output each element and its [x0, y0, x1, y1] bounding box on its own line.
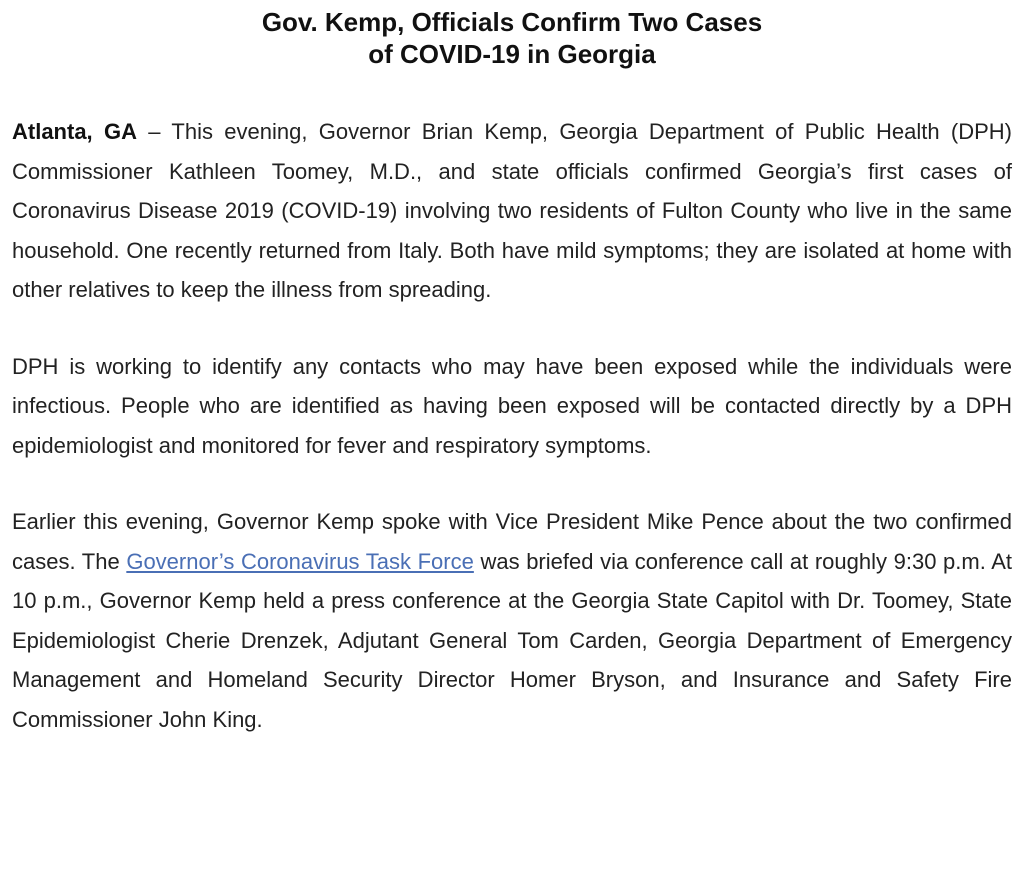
- paragraph-1: [12, 112, 1012, 310]
- paragraph-3-text-after-link: was briefed via conference call at roughly 9:30 p.m. At 10 p.m., Governor Kemp held a press conference at the Georgia State Capitol with Dr. Toomey, State Epidemiologist Cherie Drenzek, Adjutant General Tom Carden, Georgia Department of Emergency Management and Homeland Security Director Homer Bryson, and Insurance and Safety Fire Commissioner John King.: [12, 548, 1013, 732]
- page-title: [12, 6, 1012, 70]
- title-line-2: of COVID-19 in Georgia: [368, 39, 656, 69]
- title-line-1: Gov. Kemp, Officials Confirm Two Cases: [261, 7, 763, 37]
- task-force-link[interactable]: Governor’s Coronavirus Task Force: [126, 548, 474, 574]
- paragraph-3: [12, 502, 1012, 739]
- press-release: [0, 6, 1024, 739]
- paragraph-3-text-before-link: Earlier this evening, Governor Kemp spoke with Vice President Mike Pence about the two confirmed cases. The: [12, 509, 1012, 574]
- paragraph-1-text: – This evening, Governor Brian Kemp, Georgia Department of Public Health (DPH) Commissioner Kathleen Toomey, M.D., and state officials confirmed Georgia’s first cases of Coronavirus Disease 2019 (COVID-19) involving two residents of Fulton County who live in the same household. One recently returned from Italy. Both have mild symptoms; they are isolated at home with other relatives to keep the illness from spreading.: [12, 119, 1012, 302]
- paragraph-2: DPH is working to identify any contacts who may have been exposed while the individuals were infectious. People who are identified as having been exposed will be contacted directly by a DPH epidemiologist and monitored for fever and respiratory symptoms.: [12, 353, 1012, 458]
- dateline: Atlanta, GA: [12, 119, 137, 144]
